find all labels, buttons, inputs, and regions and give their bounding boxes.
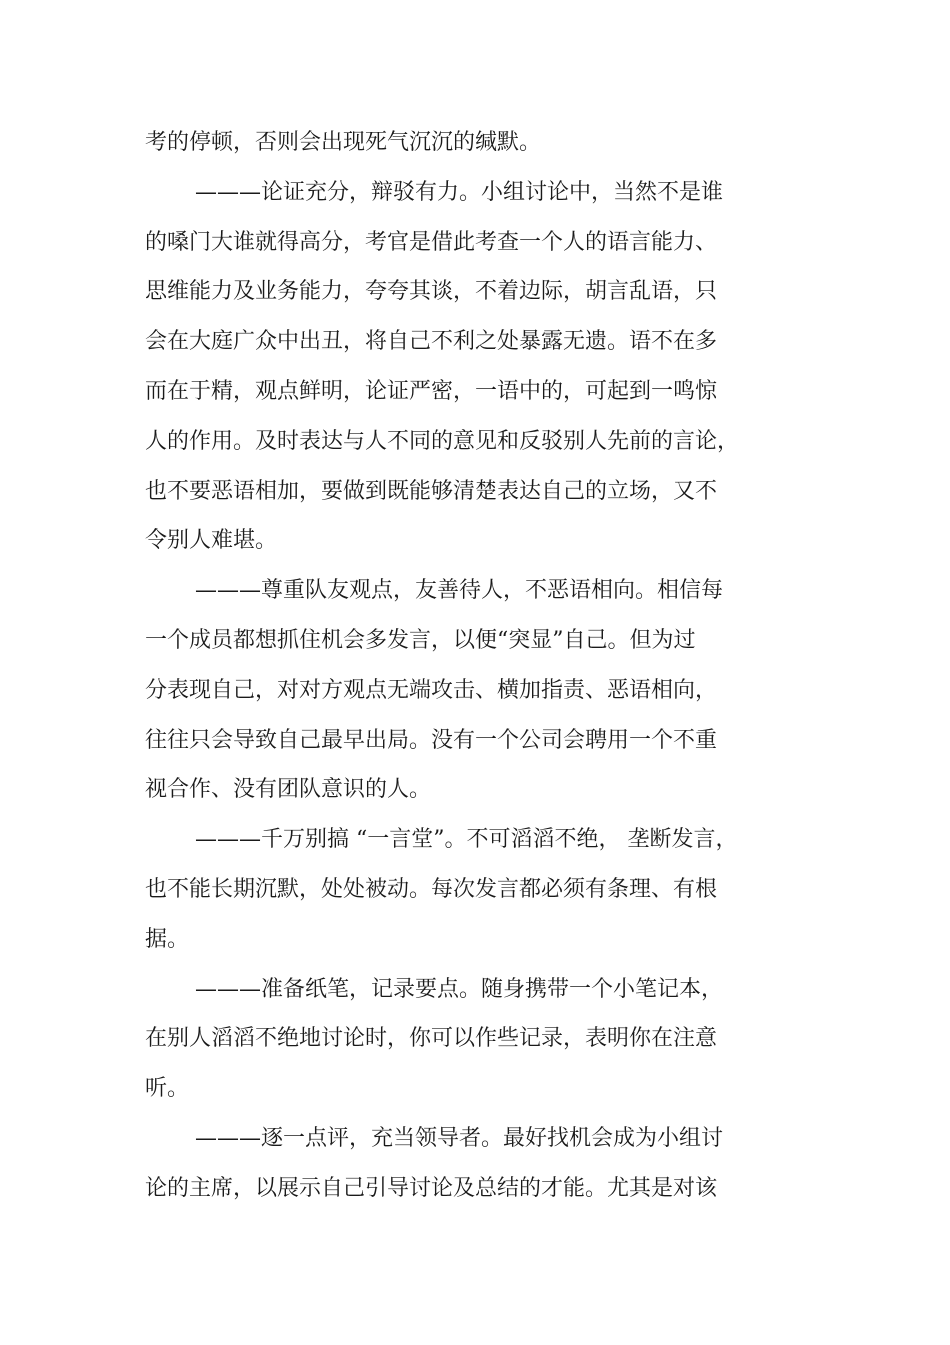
text-line: 也不要恶语相加，要做到既能够清楚表达自己的立场，又不 [145, 478, 718, 504]
text-line: 思维能力及业务能力，夸夸其谈，不着边际，胡言乱语，只 [145, 279, 718, 305]
text-line: 令别人难堪。 [145, 528, 278, 554]
paragraph-first-line: ———千万别搞 “一言堂”。不可滔滔不绝， 垄断发言， [195, 827, 738, 853]
text-line: 的嗓门大谁就得高分，考官是借此考查一个人的语言能力、 [145, 229, 718, 255]
text-line: 而在于精，观点鲜明，论证严密，一语中的，可起到一鸣惊 [145, 378, 718, 404]
body-text [145, 118, 805, 1214]
text-line: 听。 [145, 1076, 190, 1102]
text-line: 论的主席，以展示自己引导讨论及总结的才能。尤其是对该 [145, 1175, 718, 1201]
text-line: 人的作用。及时表达与人不同的意见和反驳别人先前的言论， [145, 428, 740, 454]
paragraph-first-line: ———论证充分，辩驳有力。小组讨论中，当然不是谁 [195, 179, 724, 205]
text-line: 会在大庭广众中出丑，将自己不利之处暴露无遗。语不在多 [145, 329, 718, 355]
text-line: 往往只会导致自己最早出局。没有一个公司会聘用一个不重 [145, 727, 718, 753]
paragraph-first-line: ———准备纸笔，记录要点。随身携带一个小笔记本， [195, 976, 724, 1002]
text-line: 在别人滔滔不绝地讨论时，你可以作些记录，表明你在注意 [145, 1026, 718, 1052]
text-line: 一个成员都想抓住机会多发言，以便“突显”自己。但为过 [145, 627, 696, 653]
paragraph-first-line: ———逐一点评，充当领导者。最好找机会成为小组讨 [195, 1125, 724, 1151]
text-line: 据。 [145, 926, 190, 952]
text-line: 考的停顿，否则会出现死气沉沉的缄默。 [145, 130, 542, 155]
text-line: 也不能长期沉默，处处被动。每次发言都必须有条理、有根 [145, 876, 718, 902]
text-line: 分表现自己，对对方观点无端攻击、横加指责、恶语相向， [145, 677, 718, 703]
paragraph-first-line: ———尊重队友观点，友善待人，不恶语相向。相信每 [195, 578, 724, 604]
text-line: 视合作、没有团队意识的人。 [145, 777, 432, 803]
